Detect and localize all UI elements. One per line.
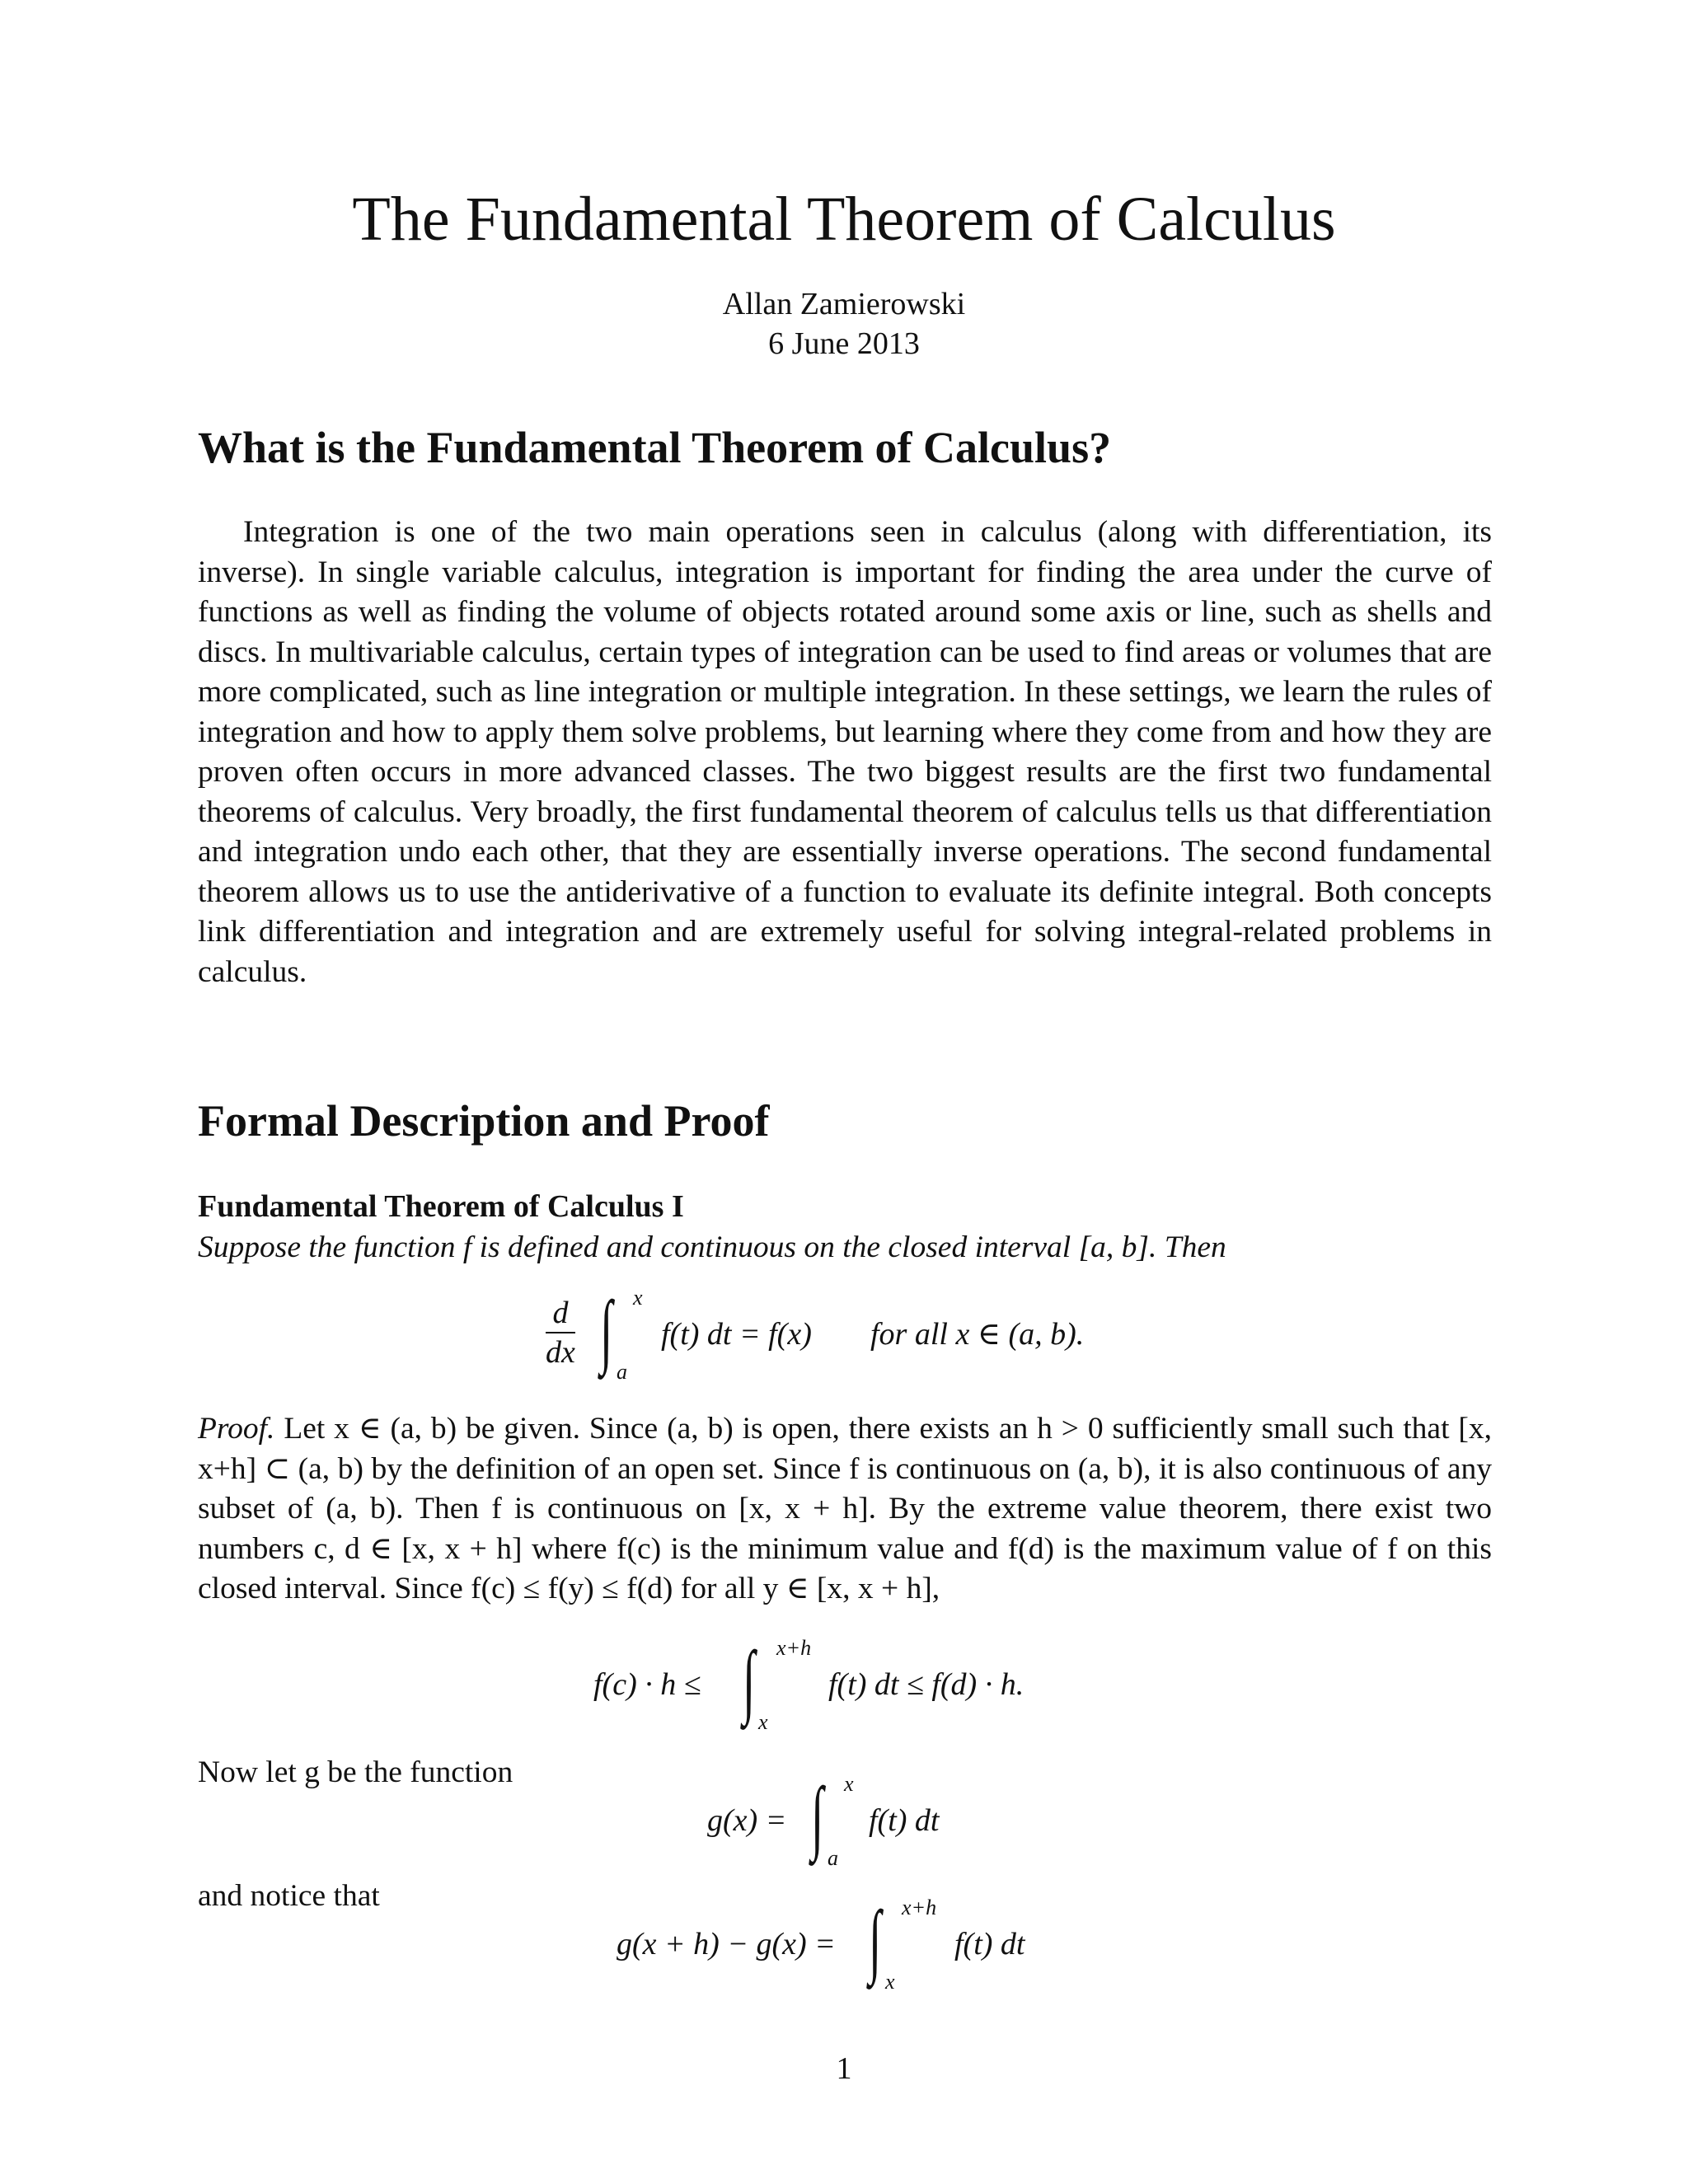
- integral-sign: ∫: [600, 1284, 613, 1376]
- equation-left: g(x + h) − g(x) =: [617, 1927, 836, 1961]
- equation-right: f(t) dt: [954, 1927, 1025, 1961]
- page-number: 1: [836, 2051, 852, 2086]
- section-heading-what-is: What is the Fundamental Theorem of Calculus?: [198, 423, 1112, 472]
- fraction-denominator: dx: [546, 1335, 575, 1370]
- equation-right: f(t) dt: [869, 1803, 940, 1838]
- equation-left: f(c) · h ≤: [593, 1667, 701, 1702]
- text-now-let-g: Now let g be the function: [198, 1755, 513, 1789]
- integral-lower-limit: x: [758, 1710, 768, 1734]
- proof-paragraph: [198, 1409, 1492, 1610]
- integral-sign: ∫: [869, 1894, 882, 1985]
- equation-body: f(t) dt = f(x): [661, 1317, 812, 1352]
- integral-lower-limit: a: [617, 1360, 627, 1384]
- paper-title: The Fundamental Theorem of Calculus: [352, 185, 1336, 254]
- integral-sign: ∫: [811, 1770, 824, 1862]
- integral-upper-limit: x: [844, 1772, 854, 1796]
- integral-lower-limit: a: [828, 1846, 838, 1870]
- fraction-numerator: d: [546, 1297, 575, 1333]
- intro-paragraph: [198, 513, 1492, 992]
- integral-upper-limit: x: [633, 1286, 643, 1310]
- section-heading-formal: Formal Description and Proof: [198, 1096, 770, 1146]
- date: 6 June 2013: [768, 326, 920, 361]
- proof-label: Proof.: [198, 1412, 275, 1446]
- proof-text: Let x ∈ (a, b) be given. Since (a, b) is open, there exists an h > 0 sufficiently small such that [x, x+h] ⊂ (a, b) by the definition of an open set. Since f is continuous on (a, b), it is also continuous of any subset of (a, b). Then f is continuous on [x, x + h]. By the extreme value theorem, there exist two numbers c, d ∈ [x, x + h] where f(c) is the minimum value and f(d) is the maximum value of f on this closed interval. Since f(c) ≤ f(y) ≤ f(d) for all y ∈ [x, x + h],: [198, 1412, 1493, 1605]
- intro-paragraph-text: Integration is one of the two main operations seen in calculus (along with differentiation, its inverse). In single variable calculus, integration is important for finding the area under the curve of functions as well as finding the volume of objects rotated around some axis or line, such as shells and discs. In multivariable calculus, certain types of integration can be used to find areas or volumes that are more complicated, such as line integration or multiple integration. In these settings, we learn the rules of integration and how to apply them solve problems, but learning where they come from and how they are proven often occurs in more advanced classes. The two biggest results are the first two fundamental theorems of calculus. Very broadly, the first fundamental theorem of calculus tells us that differentiation and integration undo each other, that they are essentially inverse operations. The second fundamental theorem allows us to use the antiderivative of a function to evaluate its definite integral. Both concepts link differentiation and integration and are extremely useful for solving integral-related problems in calculus.: [198, 515, 1492, 989]
- integral-sign: ∫: [743, 1634, 756, 1726]
- theorem-title: Fundamental Theorem of Calculus I: [198, 1189, 684, 1224]
- equation-tail: for all x ∈ (a, b).: [870, 1317, 1085, 1352]
- theorem-statement: Suppose the function f is defined and continuous on the closed interval [a, b]. Then: [198, 1230, 1226, 1264]
- equation-right: f(t) dt ≤ f(d) · h.: [828, 1667, 1025, 1702]
- equation-left: g(x) =: [707, 1803, 787, 1838]
- derivative-fraction: [546, 1297, 575, 1368]
- text-notice-that: and notice that: [198, 1879, 380, 1913]
- author: Allan Zamierowski: [722, 287, 966, 321]
- integral-lower-limit: x: [885, 1970, 895, 1994]
- integral-upper-limit: x+h: [776, 1636, 812, 1660]
- integral-upper-limit: x+h: [902, 1896, 937, 1919]
